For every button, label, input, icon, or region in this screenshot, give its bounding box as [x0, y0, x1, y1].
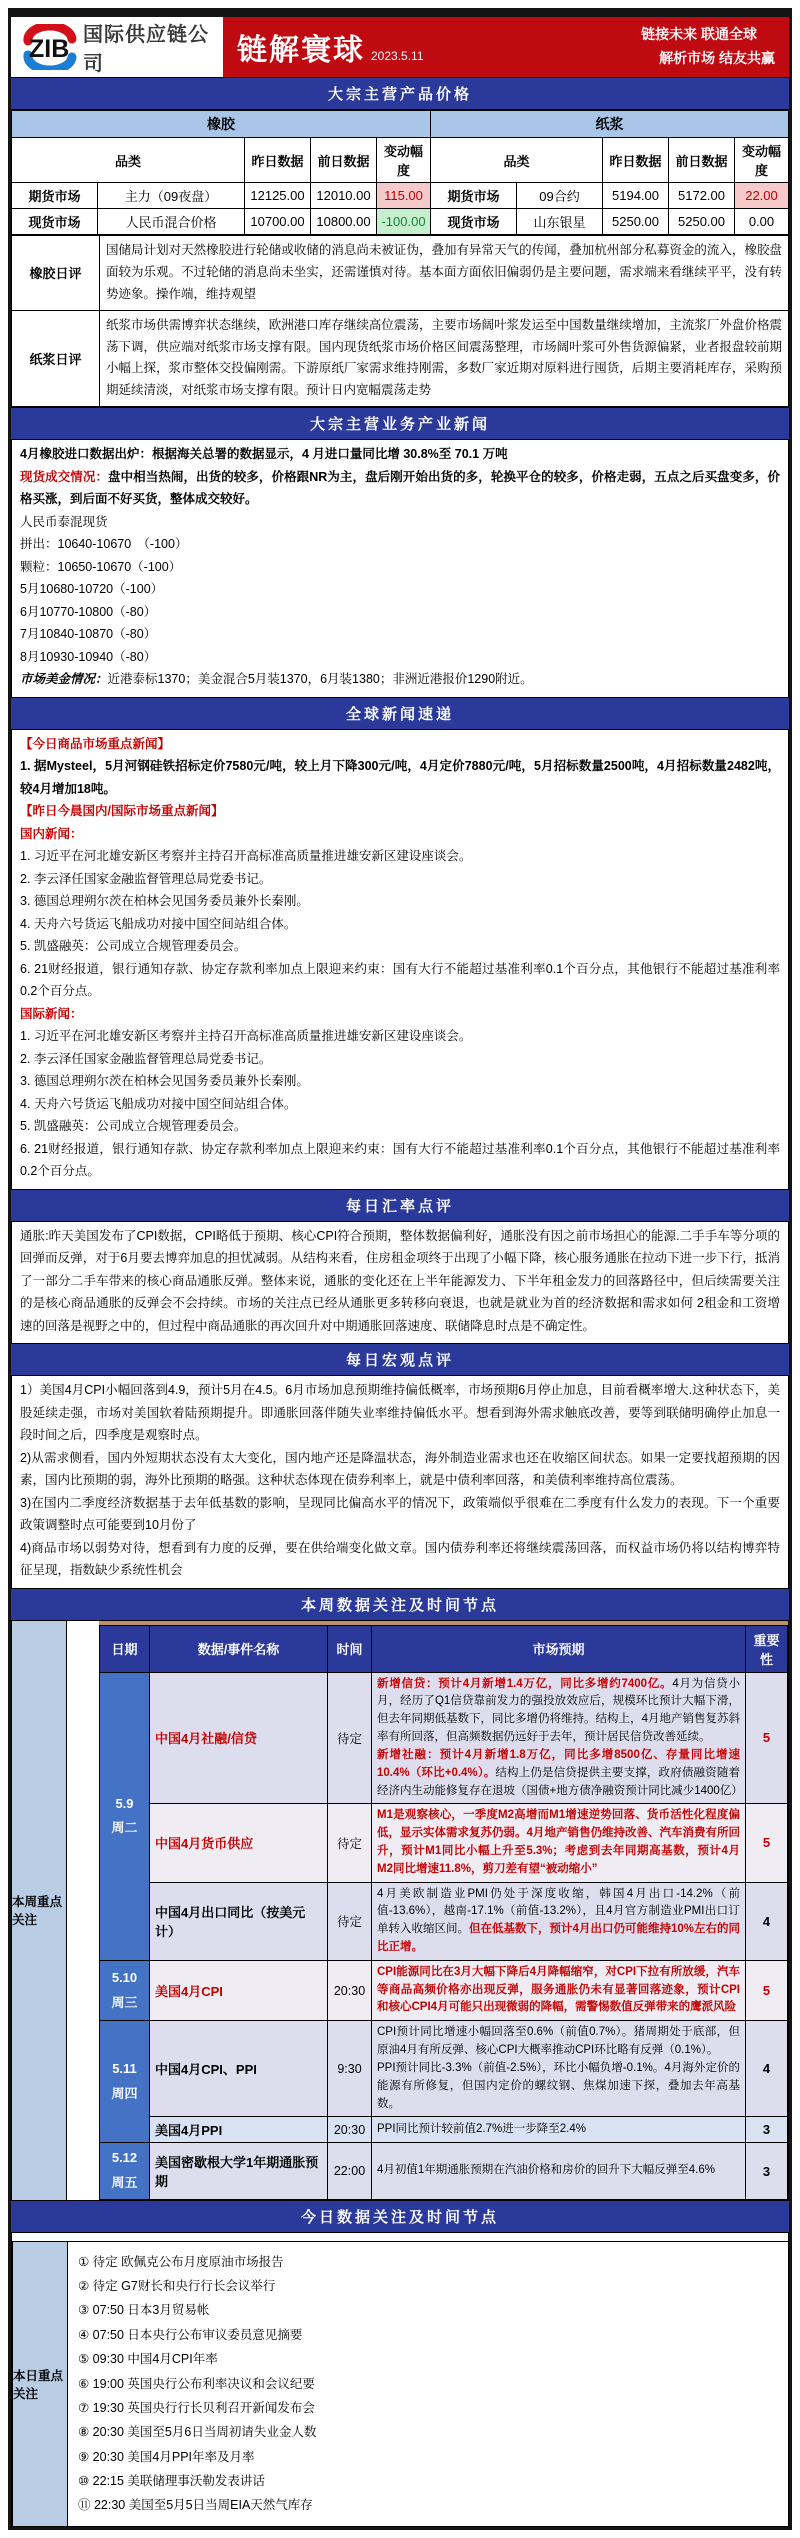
change-value: 0.00 — [735, 209, 789, 235]
event-name: 美国密歇根大学1年期通胀预期 — [150, 2143, 328, 2199]
text-segment: 1. 据Mysteel，5月河钢硅铁招标定价7580元/吨，较上月下降300元/吨，4月定价7880元/吨，5月招标数量2500吨，4月招标数量2482吨，较4月增加18吨。 — [20, 759, 780, 796]
masthead — [223, 17, 789, 77]
market-expectation — [372, 2117, 746, 2143]
text-segment: 4月橡胶进口数据出炉：根据海关总署的数据显示，4 月进口量同比增 30.8%至 70.1 万吨 — [20, 447, 508, 462]
text-segment: 2. 李云泽任国家金融监督管理总局党委书记。 — [20, 1051, 272, 1066]
week-focus-label: 本周重点关注 — [12, 1621, 67, 2200]
news-line — [20, 623, 780, 646]
text-segment: 6. 21财经报道，银行通知存款、协定存款利率加点上限迎来约束：国有大行不能超过基准利率0.1个百分点，其他银行不能超过基准利率0.2个百分点。 — [20, 1141, 780, 1179]
news-line — [20, 733, 780, 756]
banner-macro-comment: 每日宏观点评 — [11, 1343, 789, 1376]
importance-value: 5 — [746, 1672, 788, 1804]
text-segment: 国际新闻： — [20, 1006, 83, 1021]
item-cell: 人民币混合价格 — [98, 209, 245, 235]
text-segment: 8月10930-10940（-80） — [20, 649, 157, 664]
previous-value: 5250.00 — [669, 209, 735, 235]
date-value: 5.12 — [111, 2150, 138, 2166]
news-line — [20, 443, 780, 466]
week-column-header: 重要性 — [746, 1625, 788, 1672]
week-header-row — [100, 1625, 788, 1672]
news-line — [20, 533, 780, 556]
today-event-item: ⑦ 19:30 英国央行行长贝利召开新闻发布会 — [78, 2400, 315, 2415]
taglines — [641, 23, 775, 71]
news-line — [20, 511, 780, 534]
week-event-row — [100, 1672, 788, 1804]
macro-comment-block — [11, 1376, 789, 1588]
comment-line — [20, 1447, 780, 1492]
text-segment: 颗粒：10650-10670（-100） — [20, 559, 182, 574]
expectation-segment: 4月为信贷小月，经历了Q1信贷靠前发力的强投放效应后，规模环比预计大幅下滑，但去年同期低基数下，同比多增仍将维持。结构上，4月地产销售复苏斜率有所回落，但高频数据仍远好于去年，预计居民信贷改善延续。 — [377, 1677, 740, 1744]
yesterday-value: 10700.00 — [245, 209, 311, 235]
text-segment: 5. 凯盛融英：公司成立合规管理委员会。 — [20, 1119, 247, 1134]
week-event-row — [100, 2143, 788, 2199]
date-value: 5.11 — [112, 2061, 137, 2077]
expectation-segment: 新增信贷：预计4月新增1.4万亿，同比多增约7400亿。 — [377, 1677, 673, 1690]
importance-value: 5 — [746, 1960, 788, 2020]
text-segment: 4. 天舟六号货运飞船成功对接中国空间站组合体。 — [20, 916, 297, 931]
banner-fx-comment: 每日汇率点评 — [11, 1189, 789, 1222]
news-line — [20, 823, 780, 846]
news-line — [20, 646, 780, 669]
table-row — [12, 111, 789, 138]
text-segment: 盘中相当热闹，出货的较多，价格跟NR为主，盘后刚开始出货的多，轮换平仓的较多，价格走弱，五点之后买盘变多，价格买涨，到后面不好买货，整体成交较好。 — [20, 469, 780, 507]
column-header: 变动幅度 — [377, 138, 431, 183]
column-header: 昨日数据 — [603, 138, 669, 183]
item-cell: 山东银星 — [517, 209, 603, 235]
yesterday-value: 5194.00 — [603, 183, 669, 209]
news-line — [20, 1115, 780, 1138]
news-line — [20, 913, 780, 936]
report-date: 2023.5.11 — [371, 49, 424, 63]
previous-value: 10800.00 — [311, 209, 377, 235]
market-expectation — [372, 2143, 746, 2199]
today-event-item: ① 待定 欧佩克公布月度原油市场报告 — [78, 2254, 284, 2269]
date-cell — [100, 2143, 150, 2199]
today-event-item: ③ 07:50 日本3月贸易帐 — [78, 2303, 210, 2318]
text-segment: 国内新闻： — [20, 826, 83, 841]
tagline-1: 链接未来 联通全球 — [641, 26, 757, 43]
report-document — [8, 8, 792, 2530]
market-expectation — [372, 1882, 746, 1960]
text-segment: 7月10840-10870（-80） — [20, 627, 157, 642]
week-table — [99, 1625, 788, 2200]
weekday-value: 周五 — [111, 2175, 138, 2190]
date-cell — [100, 2021, 150, 2143]
text-segment: 1）美国4月CPI小幅回落到4.9，预计5月在4.5。6月市场加息预期维持偏低概率，市场预期6月停止加息，目前看概率增大.这种状态下，美股延续走强，市场对美国软着陆预期提升。即通胀回落伴随失业率维持偏低水平。想看到海外需求触底改善，要等到联储明确停止加息一段时间之后，四季度是观察时点。 — [20, 1383, 780, 1443]
item-cell: 09合约 — [517, 183, 603, 209]
date-value: 5.9 — [115, 1795, 134, 1811]
news-line — [20, 845, 780, 868]
banner-today-schedule: 今日数据关注及时间节点 — [11, 2200, 789, 2233]
news-line — [20, 668, 780, 691]
event-time: 9:30 — [328, 2021, 372, 2117]
column-header: 品类 — [431, 138, 603, 183]
news-line — [20, 958, 780, 1003]
yesterday-value: 12125.00 — [245, 183, 311, 209]
expectation-segment: CPI能源同比在3月大幅下降后4月降幅缩窄，对CPI下拉有所放缓，汽车等商品高频价格亦出现反弹，服务通胀仍未有显著回落迹象，预计CPI和核心CPI4月可能只出现微弱的降幅，需警惕数值反弹带来的鹰派风险 — [377, 1965, 740, 2014]
event-name: 美国4月PPI — [150, 2117, 328, 2143]
importance-value: 5 — [746, 1804, 788, 1882]
text-segment: 2. 李云泽任国家金融监督管理总局党委书记。 — [20, 871, 272, 886]
column-header: 前日数据 — [311, 138, 377, 183]
today-event-item: ⑪ 22:30 美国至5月5日当周EIA天然气库存 — [78, 2498, 313, 2513]
expectation-segment: PPI同比预计较前值2.7%进一步降至2.4% — [377, 2122, 586, 2135]
week-event-row — [100, 1960, 788, 2020]
event-time: 20:30 — [328, 1960, 372, 2020]
yesterday-value: 5250.00 — [603, 209, 669, 235]
text-segment: 2)从需求侧看，国内外短期状态没有太大变化，国内地产还是降温状态，海外制造业需求也还在收缩区间状态。如果一定要找超预期的因素，国内比预期的弱，海外比预期的略强。这种状态体现在债券利率上，就是中债利率回落，和美债利率维持高位震荡。 — [20, 1450, 780, 1488]
importance-value: 4 — [746, 1882, 788, 1960]
news-line — [20, 890, 780, 913]
column-header: 变动幅度 — [735, 138, 789, 183]
change-value: -100.00 — [377, 209, 431, 235]
column-header: 品类 — [12, 138, 245, 183]
event-time: 待定 — [328, 1672, 372, 1804]
market-expectation — [372, 1672, 746, 1804]
market-cell: 期货市场 — [12, 183, 98, 209]
text-segment: 4)商品市场以弱势对待，想看到有力度的反弹，要在供给端变化做文章。国内债券利率还将继续震荡回落，而权益市场仍将以结构博弈特征呈现，指数缺少系统性机会 — [20, 1540, 780, 1578]
banner-week-schedule: 本周数据关注及时间节点 — [11, 1588, 789, 1621]
previous-value: 12010.00 — [311, 183, 377, 209]
news-line — [20, 1003, 780, 1026]
week-schedule-section — [11, 1621, 789, 2200]
news-line — [20, 800, 780, 823]
text-segment: 【今日商品市场重点新闻】 — [20, 736, 171, 751]
today-focus-label: 本日重点关注 — [12, 2241, 67, 2527]
event-name: 美国4月CPI — [150, 1960, 328, 2020]
today-schedule-section — [11, 2233, 789, 2527]
table-row — [12, 138, 789, 183]
company-brand — [11, 17, 223, 77]
text-segment: 人民币泰混现货 — [20, 514, 108, 529]
date-value: 5.10 — [111, 1969, 138, 1985]
report-header — [11, 17, 789, 77]
today-event-item: ⑩ 22:15 美联储理事沃勒发表讲话 — [78, 2474, 265, 2489]
event-name: 中国4月货币供应 — [150, 1804, 328, 1882]
report-title: 链解寰球 — [237, 34, 365, 67]
banner-prices: 大宗主营产品价格 — [11, 77, 789, 110]
weekday-value: 周二 — [111, 1820, 138, 1836]
today-event-item: ⑨ 20:30 美国4月PPI年率及月率 — [78, 2449, 255, 2464]
importance-value: 3 — [746, 2143, 788, 2199]
today-event-item: ② 待定 G7财长和央行行长会议举行 — [78, 2279, 276, 2294]
week-table-area — [99, 1621, 788, 2200]
news-line — [20, 1048, 780, 1071]
news-line — [20, 1070, 780, 1093]
previous-value: 5172.00 — [669, 183, 735, 209]
logo-text: ZIB — [29, 35, 70, 63]
review-text: 国储局计划对天然橡胶进行轮储或收储的消息尚未被证伪，叠加有异常天气的传闻，叠加杭州部分私募资金的流入，橡胶盘面较为乐观。不过轮储的消息尚未坐实，还需谨慎对待。基本面方面依旧偏弱仍是主要问题，需求端来看继续平平，没有转势迹象。操作端，维持观望 — [100, 236, 789, 311]
text-segment: 5. 凯盛融英：公司成立合规管理委员会。 — [20, 939, 247, 954]
week-column-header: 时间 — [328, 1625, 372, 1672]
news-line — [20, 868, 780, 891]
event-time: 20:30 — [328, 2117, 372, 2143]
week-event-row — [100, 2117, 788, 2143]
comment-line — [20, 1379, 780, 1447]
text-segment: 通胀:昨天美国发布了CPI数据，CPI略低于预期、核心CPI符合预期，整体数据偏利好，通胀没有因之前市场担心的能源.二手手车等分项的回弹而反弹，对于6月要去博弈加息的担忧减弱。从结构来看，住房租金项终于出现了小幅下降，核心服务通胀在拉动下进一步下行，抵消了一部分二手车带来的核心商品通胀反弹。整体来说，通胀的变化还在上半年能源发力、下半年租金发力的回落路径中，但后续需要关注的是核心商品通胀的反弹会不会持续。市场的关注点已经从通胀更多转移向衰退，也就是就业为首的经济数据和需求如何 2租金和工资增速的回落是视野之中的，但过程中商品通胀的再次回升对中期通胀回落速度、联储降息时点是不确定性。 — [20, 1228, 780, 1333]
event-time: 待定 — [328, 1804, 372, 1882]
event-time: 22:00 — [328, 2143, 372, 2199]
date-cell — [100, 1672, 150, 1960]
gap-column — [67, 1621, 99, 2200]
comment-line — [20, 1537, 780, 1582]
banner-global-news: 全球新闻速递 — [11, 697, 789, 730]
text-segment: 1. 习近平在河北雄安新区考察并主持召开高标准高质量推进雄安新区建设座谈会。 — [20, 849, 472, 864]
item-cell: 主力（09夜盘） — [98, 183, 245, 209]
text-segment: 3. 德国总理朔尔茨在柏林会见国务委员兼外长秦刚。 — [20, 894, 309, 909]
week-event-row — [100, 2021, 788, 2117]
event-name: 中国4月CPI、PPI — [150, 2021, 328, 2117]
expectation-segment: 4月美欧制造业PMI仍处于深度收缩，韩国4月出口-14.2%（前值-13.6%），越南-17.1%（前值-13.2%），且4月官方制造业PMI出口订单转入收缩区间。 — [377, 1887, 740, 1936]
review-row — [12, 310, 789, 407]
news-line — [20, 578, 780, 601]
text-segment: 拼出：10640-10670 （-100） — [20, 537, 188, 552]
news-line — [20, 1025, 780, 1048]
importance-value: 4 — [746, 2021, 788, 2117]
market-expectation — [372, 2021, 746, 2117]
news-line — [20, 556, 780, 579]
change-value: 22.00 — [735, 183, 789, 209]
event-time: 待定 — [328, 1882, 372, 1960]
market-expectation — [372, 1804, 746, 1882]
expectation-segment: CPI预计同比增速小幅回落至0.6%（前值0.7%）。猪周期处于底部，但原油4月有所反弹、核心CPI大概率推动CPI环比略有反弹（0.1%）。 — [377, 2026, 740, 2057]
news-line — [20, 466, 780, 511]
price-table — [11, 110, 789, 235]
market-cell: 现货市场 — [431, 209, 517, 235]
importance-value: 3 — [746, 2117, 788, 2143]
comment-line — [20, 1492, 780, 1537]
company-name: 国际供应链公司 — [83, 24, 209, 75]
text-segment: 4. 天舟六号货运飞船成功对接中国空间站组合体。 — [20, 1096, 297, 1111]
banner-industry-news: 大宗主营业务产业新闻 — [11, 407, 789, 440]
industry-news-block — [11, 440, 789, 697]
week-event-row — [100, 1804, 788, 1882]
market-cell: 期货市场 — [431, 183, 517, 209]
weekday-value: 周四 — [111, 2085, 138, 2101]
news-line — [20, 1093, 780, 1116]
news-line — [20, 1138, 780, 1183]
text-segment: 近港泰标1370；美金混合5月装1370，6月装1380；非洲近港报价1290附近。 — [107, 672, 533, 687]
text-segment: 市场美金情况： — [20, 672, 108, 687]
text-segment: 6. 21财经报道，银行通知存款、协定存款利率加点上限迎来约束：国有大行不能超过基准利率0.1个百分点，其他银行不能超过基准利率0.2个百分点。 — [20, 961, 780, 999]
group-header: 橡胶 — [12, 111, 431, 138]
event-name: 中国4月社融/信贷 — [150, 1672, 328, 1804]
today-event-item: ⑧ 20:30 美国至5月6日当周初请失业金人数 — [78, 2425, 317, 2440]
text-segment: 5月10680-10720（-100） — [20, 582, 164, 597]
daily-review-table — [11, 235, 789, 407]
column-header: 昨日数据 — [245, 138, 311, 183]
tagline-2: 解析市场 结友共赢 — [659, 50, 775, 66]
event-name: 中国4月出口同比（按美元计） — [150, 1882, 328, 1960]
review-label: 纸浆日评 — [12, 310, 100, 407]
news-line — [20, 755, 780, 800]
expectation-segment: 新增社融：预计4月新增1.8万亿，同比多增8500亿、存量同比增速10.4%（环比+0.4%）。 — [377, 1748, 740, 1779]
text-segment: 【昨日今晨国内/国际市场重点新闻】 — [20, 804, 224, 819]
week-column-header: 日期 — [100, 1625, 150, 1672]
market-cell: 现货市场 — [12, 209, 98, 235]
text-segment: 现货成交情况： — [20, 469, 109, 484]
today-event-item: ⑥ 19:00 英国央行公布利率决议和会议纪要 — [78, 2376, 315, 2391]
news-line — [20, 601, 780, 624]
comment-line — [20, 1225, 780, 1338]
table-row — [12, 183, 789, 209]
review-row — [12, 236, 789, 311]
text-segment: 3. 德国总理朔尔茨在柏林会见国务委员兼外长秦刚。 — [20, 1074, 309, 1089]
global-news-block — [11, 730, 789, 1189]
change-value: 115.00 — [377, 183, 431, 209]
weekday-value: 周三 — [111, 1994, 138, 2010]
review-label: 橡胶日评 — [12, 236, 100, 311]
expectation-segment: 但在低基数下，预计4月出口仍可能维持10%左右的同比正增。 — [377, 1923, 740, 1953]
table-row — [12, 209, 789, 235]
column-header: 前日数据 — [669, 138, 735, 183]
today-event-item: ④ 07:50 日本央行公布审议委员意见摘要 — [78, 2327, 303, 2342]
market-expectation — [372, 1960, 746, 2020]
text-segment: 3)在国内二季度经济数据基于去年低基数的影响，呈现同比偏高水平的情况下，政策端似乎很难在二季度有什么发力的表现。下一个重要政策调整时点可能要到10月份了 — [20, 1495, 780, 1533]
text-segment: 6月10770-10800（-80） — [20, 604, 157, 619]
expectation-segment: 4月初值1年期通胀预期在汽油价格和房价的回升下大幅反弹至4.6% — [377, 2164, 716, 2177]
expectation-segment: PPI预计同比-3.3%（前值-2.5%），环比小幅负增-0.1%。4月海外定价的能源有所修复，但国内定价的螺纹钢、焦煤加速下探，叠加去年高基数。 — [377, 2061, 740, 2110]
fx-comment-block — [11, 1222, 789, 1344]
zib-logo-icon — [21, 24, 79, 70]
week-column-header: 市场预期 — [372, 1625, 746, 1672]
text-segment: 1. 习近平在河北雄安新区考察并主持召开高标准高质量推进雄安新区建设座谈会。 — [20, 1029, 472, 1044]
review-text: 纸浆市场供需博弈状态继续，欧洲港口库存继续高位震荡，主要市场阔叶浆发运至中国数量继续增加，主流浆厂外盘价格震荡下调，供应端对纸浆市场支撑有限。国内现货纸浆市场价格区间震荡整理，市场阔叶浆可外售货源偏紧，业者报盘较前期小幅上探，浆市整体交投偏刚需。下游原纸厂家需求维持刚需，多数厂家近期对原料进行囤货，后期主要消耗库存，采购预期延续清淡，对纸浆市场支撑有限。预计日内宽幅震荡走势 — [100, 310, 789, 407]
date-cell — [100, 1960, 150, 2020]
week-column-header: 数据/事件名称 — [150, 1625, 328, 1672]
today-event-item: ⑤ 09:30 中国4月CPI年率 — [78, 2352, 218, 2367]
week-event-row — [100, 1882, 788, 1960]
today-events-list — [67, 2241, 788, 2527]
expectation-segment: 结构上仍是信贷提供主要支撑，政府债融资随着经济内生动能修复存在退坡（国债+地方债净融资预计同比减少1400亿） — [377, 1766, 743, 1797]
group-header: 纸浆 — [431, 111, 789, 138]
news-line — [20, 935, 780, 958]
expectation-segment: M1是观察核心，一季度M2高增而M1增速逆势回落、货币活性化程度偏低，显示实体需求复苏仍弱。4月地产销售仍维持改善、汽车消费有所回升，预计M1同比小幅上升至5.3%；考虑到去年同期高基数，预计4月M2同比增速11.8%，剪刀差有望“被动缩小” — [377, 1809, 740, 1875]
